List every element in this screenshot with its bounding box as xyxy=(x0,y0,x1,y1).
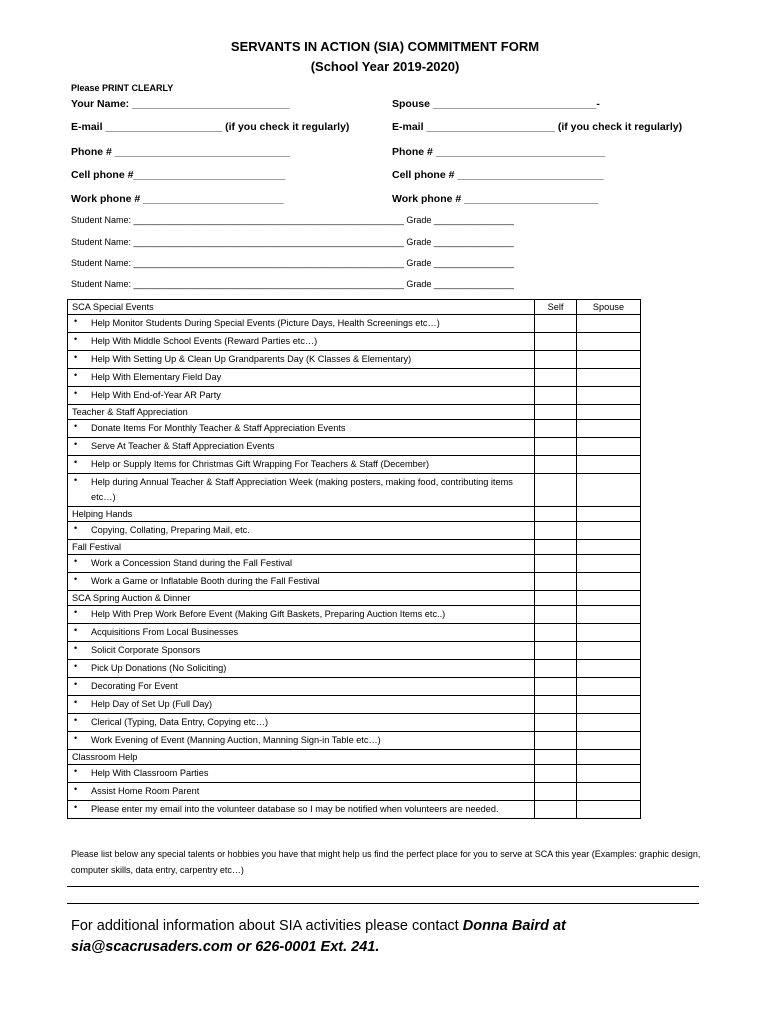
table-row xyxy=(68,420,641,438)
table-row xyxy=(68,642,641,660)
list-item xyxy=(68,420,534,437)
self-checkbox-cell[interactable] xyxy=(535,522,577,540)
spouse-checkbox-cell[interactable] xyxy=(577,624,641,642)
list-item xyxy=(68,765,534,782)
activity-item xyxy=(68,351,535,369)
table-row xyxy=(68,624,641,642)
list-item xyxy=(68,351,534,368)
spouse-checkbox-cell[interactable] xyxy=(577,573,641,591)
activity-label: Solicit Corporate Sponsors xyxy=(91,645,201,655)
spouse-work-phone-field[interactable]: Work phone # _______________________ xyxy=(392,193,599,205)
activity-item xyxy=(68,732,535,750)
activity-label: Help With Middle School Events (Reward Parties etc…) xyxy=(91,336,318,346)
activity-label: Help With Setting Up & Clean Up Grandparents Day (K Classes & Elementary) xyxy=(91,354,412,364)
bullet-icon: • xyxy=(74,625,78,635)
spouse-checkbox-cell[interactable] xyxy=(577,765,641,783)
activity-item xyxy=(68,642,535,660)
self-checkbox-cell[interactable] xyxy=(535,783,577,801)
footer-text: For additional information about SIA activities please contact xyxy=(71,918,463,934)
self-checkbox-cell[interactable] xyxy=(535,696,577,714)
list-item xyxy=(68,573,534,590)
bullet-icon: • xyxy=(74,475,78,485)
table-row xyxy=(68,783,641,801)
activity-item xyxy=(68,714,535,732)
spouse-email-field[interactable]: E-mail ______________________ (if you check it regularly) xyxy=(392,121,683,133)
list-item xyxy=(68,555,534,572)
spouse-checkbox-cell[interactable] xyxy=(577,555,641,573)
table-row xyxy=(68,387,641,405)
table-row xyxy=(68,474,641,507)
activity-label: Help Monitor Students During Special Events (Picture Days, Health Screenings etc…) xyxy=(91,318,440,328)
form-title: SERVANTS IN ACTION (SIA) COMMITMENT FORM xyxy=(230,39,540,54)
bullet-icon: • xyxy=(74,439,78,449)
print-clearly-note: Please PRINT CLEARLY xyxy=(71,83,174,93)
spouse-checkbox-cell[interactable] xyxy=(577,387,641,405)
self-checkbox-cell[interactable] xyxy=(535,714,577,732)
self-checkbox-cell[interactable] xyxy=(535,474,577,507)
list-item xyxy=(68,522,534,539)
self-checkbox-cell[interactable] xyxy=(535,624,577,642)
section-header-row xyxy=(68,507,641,522)
list-item xyxy=(68,783,534,800)
list-item xyxy=(68,642,534,659)
list-item xyxy=(68,624,534,641)
list-item xyxy=(68,606,534,623)
table-row xyxy=(68,315,641,333)
bullet-icon: • xyxy=(74,316,78,326)
bullet-icon: • xyxy=(74,388,78,398)
spouse-checkbox-cell[interactable] xyxy=(577,369,641,387)
self-column-header: Self xyxy=(535,300,577,315)
table-row xyxy=(68,369,641,387)
bullet-icon: • xyxy=(74,733,78,743)
list-item xyxy=(68,369,534,386)
activity-item xyxy=(68,438,535,456)
section-heading: SCA Spring Auction & Dinner xyxy=(68,591,535,606)
self-checkbox-cell[interactable] xyxy=(535,387,577,405)
section-header-row xyxy=(68,300,641,315)
spouse-checkbox-cell[interactable] xyxy=(577,474,641,507)
list-item xyxy=(68,696,534,713)
activity-item xyxy=(68,315,535,333)
self-checkbox-cell[interactable] xyxy=(535,606,577,624)
spouse-checkbox-cell[interactable] xyxy=(577,438,641,456)
cell-phone-field[interactable]: Cell phone #__________________________ xyxy=(71,169,286,181)
self-checkbox-cell[interactable] xyxy=(535,540,577,555)
bullet-icon: • xyxy=(74,457,78,467)
activity-label: Help With Elementary Field Day xyxy=(91,372,222,382)
student-name-field[interactable]: Student Name: ______________________________________________________ Grade ________________ xyxy=(71,237,514,247)
list-item xyxy=(68,315,534,332)
activity-label: Help during Annual Teacher & Staff Appreciation Week (making posters, making food, contributing items etc…) xyxy=(91,477,513,502)
bullet-icon: • xyxy=(74,334,78,344)
spouse-checkbox-cell[interactable] xyxy=(577,405,641,420)
section-heading: Fall Festival xyxy=(68,540,535,555)
section-heading: Helping Hands xyxy=(68,507,535,522)
list-item xyxy=(68,732,534,749)
list-item xyxy=(68,474,534,506)
spouse-name-field[interactable]: Spouse ____________________________- xyxy=(392,98,600,110)
bullet-icon: • xyxy=(74,643,78,653)
footer-contact-details: Donna Baird at sia@scacrusaders.com or 626-0001 Ext. 241. xyxy=(71,918,566,955)
activity-item xyxy=(68,606,535,624)
activity-label: Assist Home Room Parent xyxy=(91,786,200,796)
table-row xyxy=(68,438,641,456)
table-row xyxy=(68,732,641,750)
activity-label: Help Day of Set Up (Full Day) xyxy=(91,699,213,709)
activity-item xyxy=(68,624,535,642)
phone-field[interactable]: Phone # ______________________________ xyxy=(71,146,290,158)
bullet-icon: • xyxy=(74,661,78,671)
bullet-icon: • xyxy=(74,715,78,725)
section-heading: Teacher & Staff Appreciation xyxy=(68,405,535,420)
activity-item xyxy=(68,573,535,591)
table-row xyxy=(68,678,641,696)
list-item xyxy=(68,801,534,818)
spouse-checkbox-cell[interactable] xyxy=(577,456,641,474)
activity-item xyxy=(68,783,535,801)
bullet-icon: • xyxy=(74,679,78,689)
student-name-field[interactable]: Student Name: ______________________________________________________ Grade ________________ xyxy=(71,279,514,289)
activity-item xyxy=(68,456,535,474)
section-header-row xyxy=(68,405,641,420)
form-subtitle: (School Year 2019-2020) xyxy=(310,59,460,74)
bullet-icon: • xyxy=(74,697,78,707)
table-row xyxy=(68,660,641,678)
self-checkbox-cell[interactable] xyxy=(535,555,577,573)
activity-label: Help With End-of-Year AR Party xyxy=(91,390,221,400)
activity-item xyxy=(68,369,535,387)
bullet-icon: • xyxy=(74,556,78,566)
section-header-row xyxy=(68,540,641,555)
activity-label: Work a Game or Inflatable Booth during the Fall Festival xyxy=(91,576,320,586)
table-row xyxy=(68,606,641,624)
self-checkbox-cell[interactable] xyxy=(535,507,577,522)
spouse-checkbox-cell[interactable] xyxy=(577,507,641,522)
table-row xyxy=(68,555,641,573)
table-row xyxy=(68,456,641,474)
activity-item xyxy=(68,660,535,678)
activity-item xyxy=(68,420,535,438)
self-checkbox-cell[interactable] xyxy=(535,333,577,351)
list-item xyxy=(68,438,534,455)
student-name-field[interactable]: Student Name: ______________________________________________________ Grade ________________ xyxy=(71,215,514,225)
self-checkbox-cell[interactable] xyxy=(535,420,577,438)
activity-label: Help or Supply Items for Christmas Gift Wrapping For Teachers & Staff (December) xyxy=(91,459,430,469)
spouse-checkbox-cell[interactable] xyxy=(577,606,641,624)
activity-label: Clerical (Typing, Data Entry, Copying etc…) xyxy=(91,717,269,727)
activity-label: Help With Classroom Parties xyxy=(91,768,209,778)
bullet-icon: • xyxy=(74,766,78,776)
table-row xyxy=(68,351,641,369)
self-checkbox-cell[interactable] xyxy=(535,573,577,591)
list-item xyxy=(68,456,534,473)
spouse-checkbox-cell[interactable] xyxy=(577,522,641,540)
activity-item xyxy=(68,801,535,819)
bullet-icon: • xyxy=(74,523,78,533)
list-item xyxy=(68,714,534,731)
email-field[interactable]: E-mail ____________________ (if you check it regularly) xyxy=(71,121,350,133)
self-checkbox-cell[interactable] xyxy=(535,750,577,765)
self-checkbox-cell[interactable] xyxy=(535,438,577,456)
footer-contact xyxy=(71,916,711,958)
self-checkbox-cell[interactable] xyxy=(535,369,577,387)
activity-item xyxy=(68,678,535,696)
self-checkbox-cell[interactable] xyxy=(535,456,577,474)
activity-item xyxy=(68,474,535,507)
spouse-checkbox-cell[interactable] xyxy=(577,642,641,660)
spouse-checkbox-cell[interactable] xyxy=(577,540,641,555)
activity-label: Decorating For Event xyxy=(91,681,178,691)
activity-label: Serve At Teacher & Staff Appreciation Events xyxy=(91,441,275,451)
self-checkbox-cell[interactable] xyxy=(535,405,577,420)
section-header-row xyxy=(68,591,641,606)
self-checkbox-cell[interactable] xyxy=(535,660,577,678)
student-name-field[interactable]: Student Name: ______________________________________________________ Grade ________________ xyxy=(71,258,514,268)
activity-item xyxy=(68,522,535,540)
self-checkbox-cell[interactable] xyxy=(535,765,577,783)
spouse-checkbox-cell[interactable] xyxy=(577,750,641,765)
volunteer-events-table xyxy=(67,299,641,819)
activity-label: Work Evening of Event (Manning Auction, Manning Sign-in Table etc…) xyxy=(91,735,381,745)
self-checkbox-cell[interactable] xyxy=(535,351,577,369)
bullet-icon: • xyxy=(74,607,78,617)
self-checkbox-cell[interactable] xyxy=(535,315,577,333)
bullet-icon: • xyxy=(74,421,78,431)
bullet-icon: • xyxy=(74,352,78,362)
spouse-checkbox-cell[interactable] xyxy=(577,783,641,801)
activity-label: Please enter my email into the volunteer database so I may be notified when volunteers are needed. xyxy=(91,804,499,814)
section-header-row xyxy=(68,750,641,765)
self-checkbox-cell[interactable] xyxy=(535,591,577,606)
activity-item xyxy=(68,555,535,573)
section-heading: SCA Special Events xyxy=(68,300,535,315)
spouse-checkbox-cell[interactable] xyxy=(577,420,641,438)
spouse-checkbox-cell[interactable] xyxy=(577,714,641,732)
self-checkbox-cell[interactable] xyxy=(535,732,577,750)
list-item xyxy=(68,678,534,695)
activity-item xyxy=(68,333,535,351)
spouse-phone-field[interactable]: Phone # _____________________________ xyxy=(392,146,606,158)
bullet-icon: • xyxy=(74,370,78,380)
activity-item xyxy=(68,696,535,714)
self-checkbox-cell[interactable] xyxy=(535,801,577,819)
self-checkbox-cell[interactable] xyxy=(535,678,577,696)
spouse-checkbox-cell[interactable] xyxy=(577,660,641,678)
talents-line[interactable] xyxy=(67,886,699,887)
table-row xyxy=(68,573,641,591)
spouse-checkbox-cell[interactable] xyxy=(577,732,641,750)
spouse-checkbox-cell[interactable] xyxy=(577,696,641,714)
table-row xyxy=(68,801,641,819)
table-row xyxy=(68,714,641,732)
list-item xyxy=(68,660,534,677)
spouse-checkbox-cell[interactable] xyxy=(577,351,641,369)
spouse-cell-phone-field[interactable]: Cell phone # _________________________ xyxy=(392,169,604,181)
list-item xyxy=(68,387,534,404)
spouse-checkbox-cell[interactable] xyxy=(577,315,641,333)
spouse-checkbox-cell[interactable] xyxy=(577,678,641,696)
bullet-icon: • xyxy=(74,802,78,812)
activity-label: Acquisitions From Local Businesses xyxy=(91,627,239,637)
list-item xyxy=(68,333,534,350)
your-name-field[interactable]: Your Name: ___________________________ xyxy=(71,98,290,110)
bullet-icon: • xyxy=(74,574,78,584)
section-heading: Classroom Help xyxy=(68,750,535,765)
spouse-checkbox-cell[interactable] xyxy=(577,591,641,606)
table-row xyxy=(68,333,641,351)
activity-item xyxy=(68,765,535,783)
bullet-icon: • xyxy=(74,784,78,794)
activity-label: Copying, Collating, Preparing Mail, etc. xyxy=(91,525,250,535)
activity-label: Donate Items For Monthly Teacher & Staff Appreciation Events xyxy=(91,423,346,433)
table-row xyxy=(68,765,641,783)
spouse-checkbox-cell[interactable] xyxy=(577,333,641,351)
table-row xyxy=(68,522,641,540)
activity-label: Work a Concession Stand during the Fall Festival xyxy=(91,558,293,568)
activity-item xyxy=(68,387,535,405)
self-checkbox-cell[interactable] xyxy=(535,642,577,660)
work-phone-field[interactable]: Work phone # ________________________ xyxy=(71,193,284,205)
table-row xyxy=(68,696,641,714)
spouse-column-header: Spouse xyxy=(577,300,641,315)
talents-line[interactable] xyxy=(67,903,699,904)
talents-instructions: Please list below any special talents or hobbies you have that might help us find the perfect place for you to serve at SCA this year (Examples: graphic design, computer skills, data entry, carpentry etc…) xyxy=(71,849,701,875)
activity-label: Pick Up Donations (No Soliciting) xyxy=(91,663,227,673)
activity-label: Help With Prep Work Before Event (Making Gift Baskets, Preparing Auction Items etc..) xyxy=(91,609,446,619)
spouse-checkbox-cell[interactable] xyxy=(577,801,641,819)
